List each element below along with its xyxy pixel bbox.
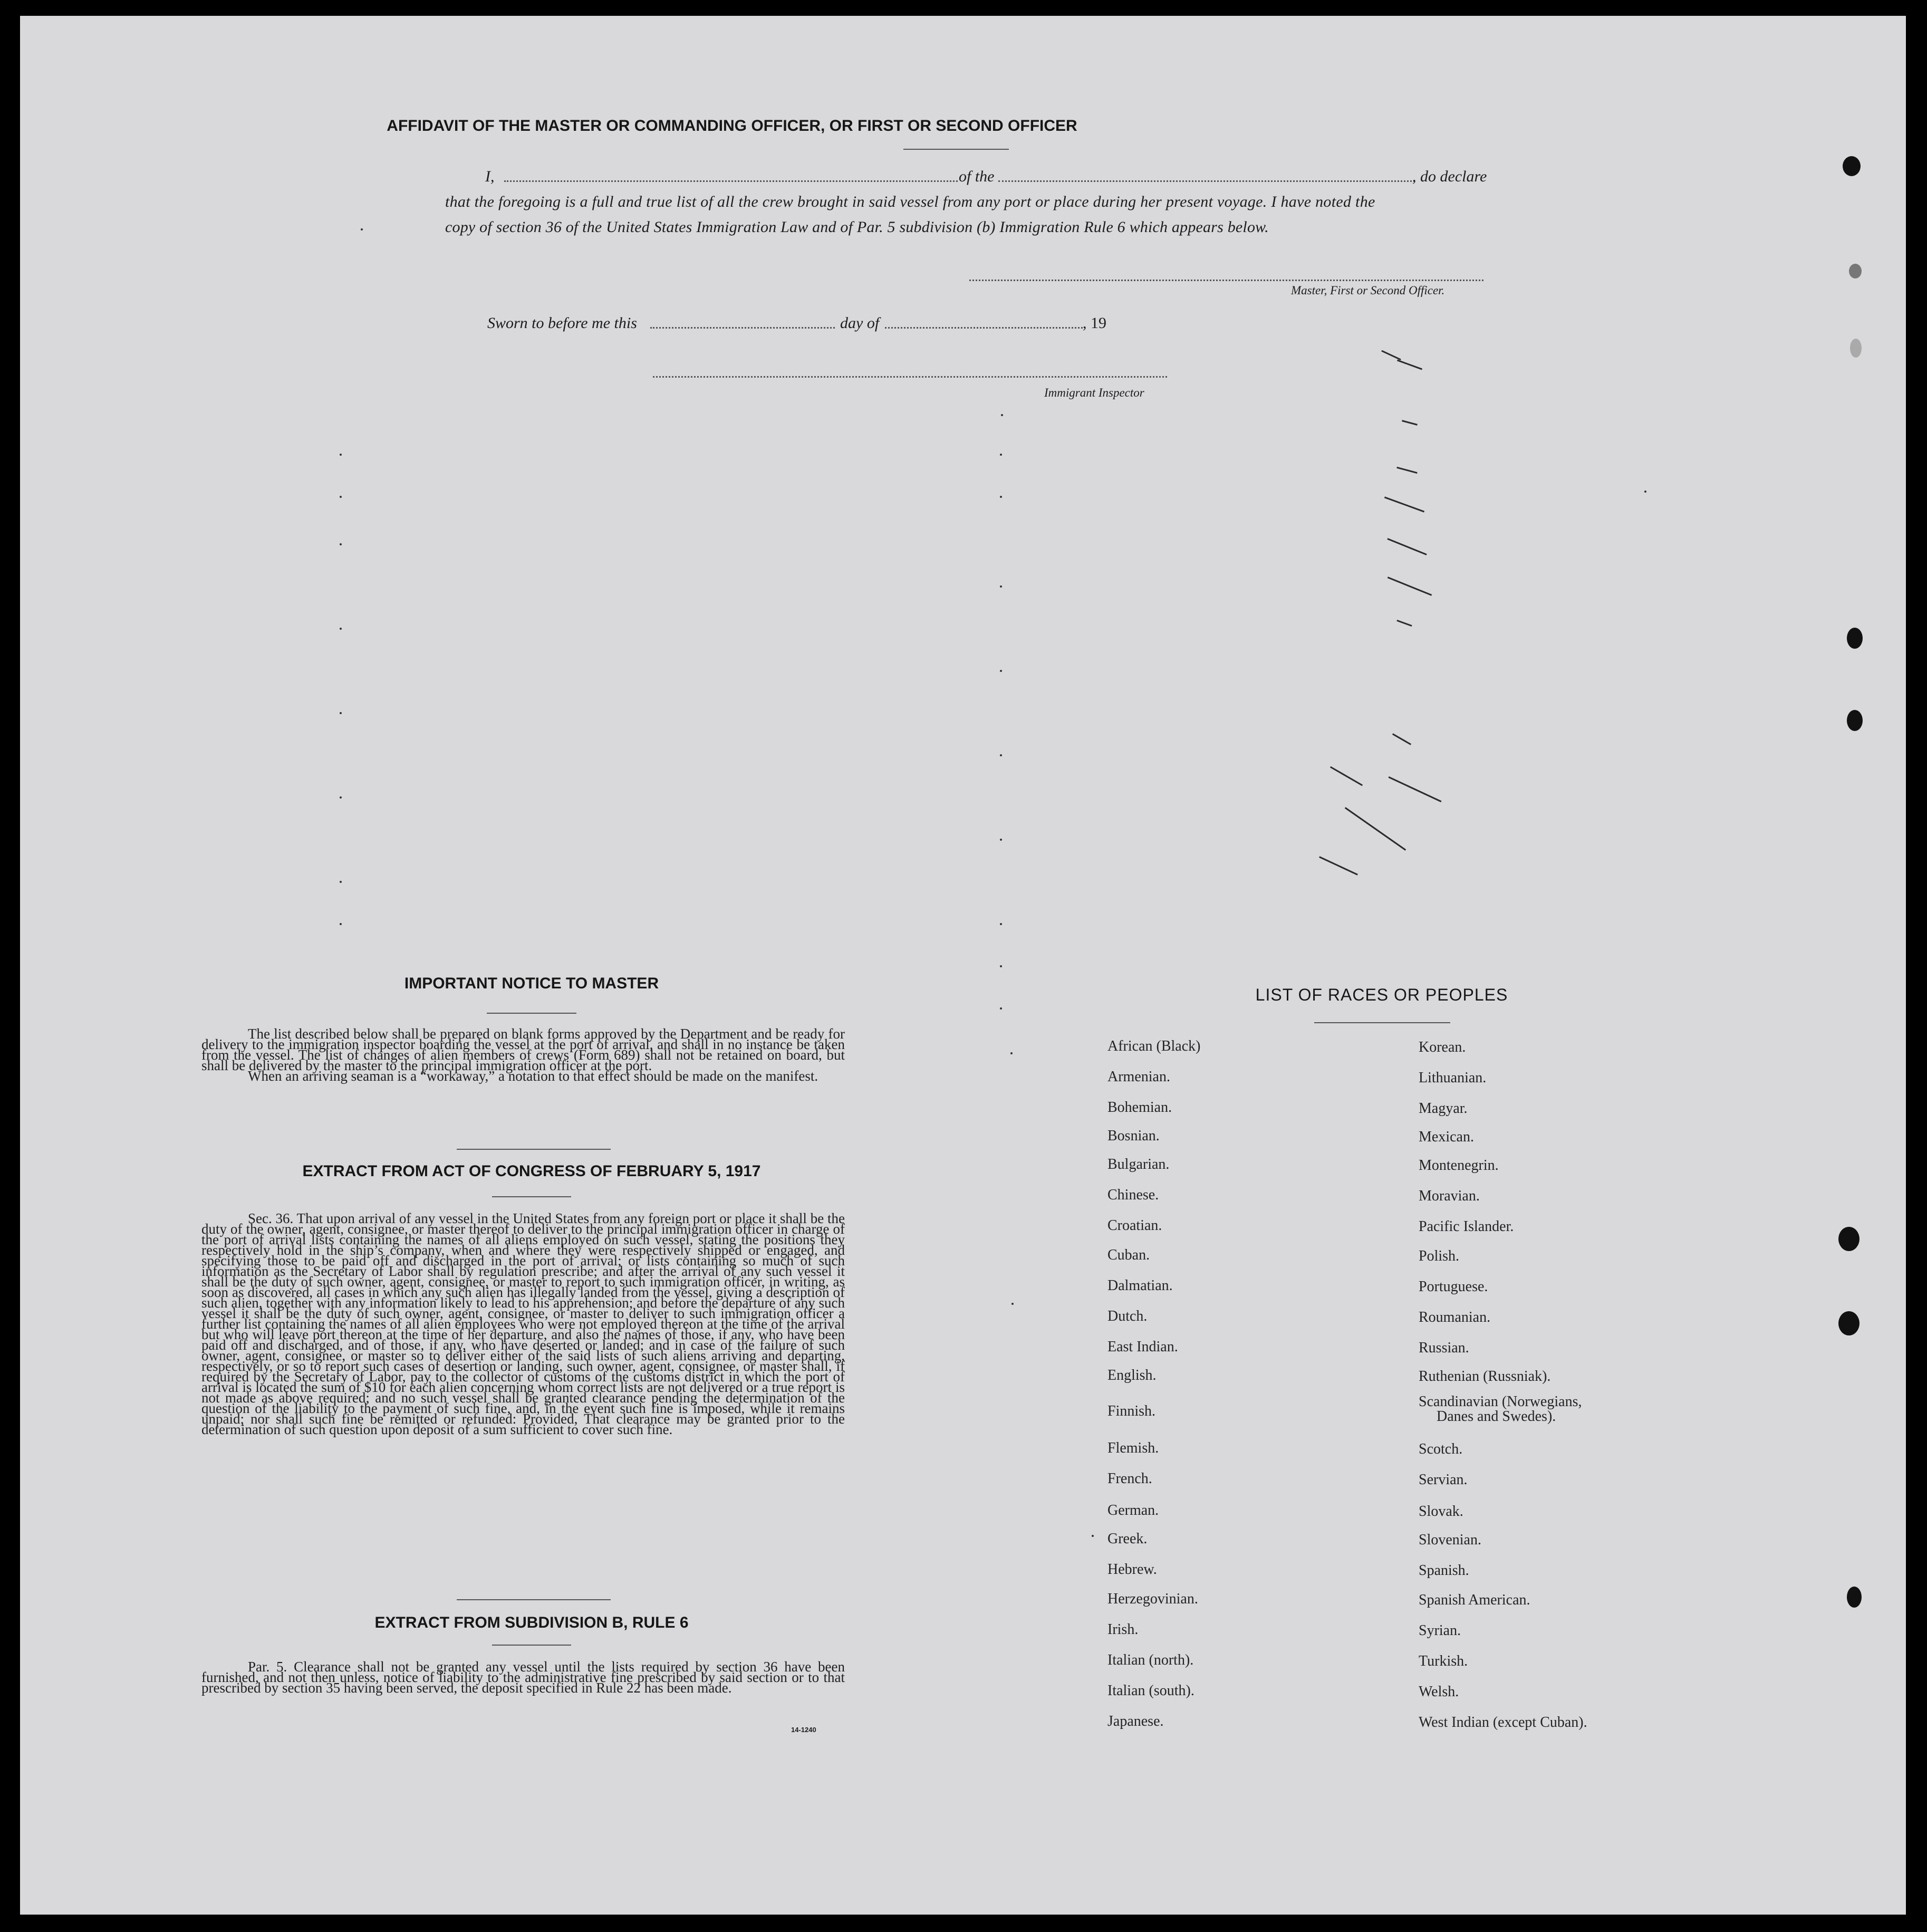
- sworn-day-field[interactable]: [650, 327, 835, 329]
- inspector-signature-field[interactable]: [653, 376, 1167, 378]
- notice-title: IMPORTANT NOTICE TO MASTER: [404, 975, 659, 992]
- dot: [340, 923, 342, 925]
- dot: [1011, 1303, 1014, 1305]
- race-item: Magyar.: [1419, 1100, 1468, 1117]
- race-item: Slovenian.: [1419, 1532, 1481, 1548]
- race-item: Flemish.: [1107, 1440, 1159, 1456]
- pen-mark: [1381, 350, 1401, 361]
- races-title: LIST OF RACES OR PEOPLES: [1255, 985, 1508, 1004]
- pen-mark: [1330, 766, 1363, 786]
- dot: [1000, 839, 1002, 841]
- dot: [340, 496, 342, 498]
- rule-title: EXTRACT FROM SUBDIVISION B, RULE 6: [374, 1614, 689, 1631]
- affidavit-declare-label: , do declare: [1412, 168, 1487, 185]
- pen-mark: [1388, 576, 1432, 595]
- pen-mark: [1396, 620, 1412, 627]
- race-item: Bohemian.: [1107, 1099, 1172, 1116]
- pen-mark: [1402, 420, 1418, 426]
- section-divider: [457, 1599, 611, 1600]
- pen-mark: [1389, 776, 1442, 802]
- dot: [340, 712, 342, 714]
- race-item: Armenian.: [1107, 1069, 1170, 1085]
- pen-mark: [1396, 467, 1417, 474]
- binder-hole: [1847, 710, 1863, 731]
- pen-mark: [1387, 538, 1427, 555]
- race-item: Montenegrin.: [1419, 1157, 1499, 1174]
- act-title: EXTRACT FROM ACT OF CONGRESS OF FEBRUARY 5, 1917: [302, 1162, 761, 1180]
- dot: [1000, 754, 1002, 756]
- act-section-36-text: Sec. 36. That upon arrival of any vessel in the United States from any foreign port or place it shall be the duty of the owner, agent, consignee, or master thereof to deliver to the principal immigration officer in charge of the port of arrival lists containing the names of all aliens employed on such vessel, stating the positions they respectively hold in the ship’s company, when and where they were respectively shipped or engaged, and specifying those to be paid off and discharged in the port of arrival; or lists containing so much of such information as the Secretary of Labor shall by regulation prescribe; and after the arrival of any such vessel it shall be the duty of such owner, agent, consignee, or master to report to such immigration officer, in writing, as soon as discovered, all cases in which any such alien has illegally landed from the vessel, giving a description of such alien, together with any information likely to lead to his apprehension; and before the departure of any such vessel it shall be the duty of such owner, agent, consignee, or master to deliver to such immigration officer a further list containing the names of all alien employees who were not employed thereon at the time of the arrival but who will leave port thereon at the time of her departure, and also the names of those, if any, who have been paid off and discharged, and of those, if any, who have deserted or landed; and in case of the failure of such owner, agent, consignee, or master so to deliver either of the said lists of such aliens arriving and departing, respectively, or so to report such cases of desertion or landing, such owner, agent, consignee, or master shall, if required by the Secretary of Labor, pay to the collector of customs of the customs district in which the port of arrival is located the sum of $10 for each alien concerning whom correct lists are not delivered or a true report is not made as above required; and no such vessel shall be granted clearance pending the determination of the question of the liability to the payment of such fine, and, in the event such fine is imposed, while it remains unpaid; nor shall such fine be remitted or refunded: Provided, That clearance may be granted prior to the determination of such question upon deposit of a sum sufficient to cover such fine.: [201, 1210, 845, 1437]
- race-item: Roumanian.: [1419, 1309, 1491, 1325]
- race-item: Japanese.: [1107, 1713, 1164, 1729]
- dot: [1092, 1535, 1094, 1537]
- dot: [361, 228, 363, 230]
- race-item: Chinese.: [1107, 1187, 1159, 1203]
- race-item: Italian (north).: [1107, 1652, 1194, 1668]
- race-item: German.: [1107, 1502, 1159, 1518]
- sworn-label: Sworn to before me this: [487, 314, 637, 332]
- affidavit-of-the-label: of the: [959, 168, 995, 185]
- dot: [1000, 496, 1002, 498]
- binder-hole: [1838, 1311, 1859, 1335]
- race-item: Greek.: [1107, 1531, 1148, 1547]
- affidavit-text-line-2: that the foregoing is a full and true list of all the crew brought in said vessel from any port or place during her present voyage. I have noted the: [445, 193, 1375, 210]
- rule-body: [201, 1659, 845, 1696]
- year-label: , 19: [1083, 314, 1106, 332]
- dot: [340, 796, 342, 799]
- race-item: Cuban.: [1107, 1247, 1150, 1263]
- affidavit-title: AFFIDAVIT OF THE MASTER OR COMMANDING OFFICER, OR FIRST OR SECOND OFFICER: [387, 117, 1077, 134]
- race-item: English.: [1107, 1367, 1157, 1383]
- rule-paragraph: Par. 5. Clearance shall not be granted any vessel until the lists required by section 36 have been furnished, and not then unless, notice of liability to the administrative fine prescribed by said section or to that prescribed by section 35 having been served, the deposit specified in Rule 22 has been made.: [201, 1659, 845, 1696]
- sworn-month-field[interactable]: [885, 327, 1083, 329]
- master-name-field[interactable]: [504, 180, 958, 182]
- race-item: Pacific Islander.: [1419, 1218, 1514, 1235]
- master-signature-field[interactable]: [969, 280, 1483, 281]
- race-item: East Indian.: [1107, 1339, 1178, 1355]
- race-item: African (Black): [1107, 1038, 1201, 1054]
- race-item: Slovak.: [1419, 1503, 1463, 1520]
- race-item: Ruthenian (Russniak).: [1419, 1368, 1551, 1385]
- race-item: Korean.: [1419, 1039, 1466, 1055]
- form-number: 14-1240: [791, 1726, 816, 1734]
- race-item: Scotch.: [1419, 1441, 1463, 1457]
- race-item: Bosnian.: [1107, 1128, 1160, 1144]
- pen-mark: [1397, 360, 1422, 370]
- binder-hole: [1850, 339, 1862, 358]
- race-item: Bulgarian.: [1107, 1156, 1170, 1172]
- race-item: West Indian (except Cuban).: [1419, 1714, 1587, 1731]
- dot: [340, 454, 342, 456]
- race-item: French.: [1107, 1470, 1152, 1487]
- act-divider: [492, 1196, 571, 1197]
- day-of-label: day of: [840, 314, 880, 332]
- race-item: Croatian.: [1107, 1217, 1162, 1234]
- race-item: Italian (south).: [1107, 1683, 1194, 1699]
- dot: [1000, 1007, 1002, 1010]
- vessel-name-field[interactable]: [998, 180, 1415, 182]
- race-item: Portuguese.: [1419, 1279, 1488, 1295]
- title-divider: [903, 149, 1009, 150]
- race-item: Lithuanian.: [1419, 1070, 1487, 1086]
- race-item: Servian.: [1419, 1472, 1468, 1488]
- dot: [1000, 670, 1002, 672]
- race-item: Dalmatian.: [1107, 1277, 1173, 1294]
- dot: [340, 881, 342, 883]
- binder-hole: [1847, 1587, 1862, 1608]
- dot: [1001, 414, 1003, 416]
- affidavit-i-label: I,: [485, 168, 495, 185]
- race-item: Turkish.: [1419, 1653, 1468, 1669]
- dot: [1000, 923, 1002, 925]
- race-item: Dutch.: [1107, 1308, 1148, 1324]
- race-item: Scandinavian (Norwegians,: [1419, 1393, 1582, 1410]
- dot: [1000, 454, 1002, 456]
- race-item: Polish.: [1419, 1248, 1460, 1264]
- race-item: Herzegovinian.: [1107, 1591, 1198, 1607]
- notice-divider: [487, 1013, 576, 1014]
- race-item: Irish.: [1107, 1621, 1139, 1638]
- notice-body: [201, 1026, 845, 1084]
- races-divider: [1314, 1022, 1450, 1023]
- act-body: [201, 1210, 845, 1437]
- pen-mark: [1392, 733, 1411, 745]
- race-item: Danes and Swedes).: [1437, 1408, 1556, 1425]
- rule-divider: [492, 1645, 571, 1646]
- pen-mark: [1319, 856, 1358, 876]
- affidavit-text-line-3: copy of section 36 of the United States Immigration Law and of Par. 5 subdivision (b) Immigration Rule 6 which appears below.: [445, 218, 1269, 236]
- binder-hole: [1849, 264, 1862, 278]
- race-item: Moravian.: [1419, 1188, 1480, 1204]
- notice-paragraph-1: The list described below shall be prepared on blank forms approved by the Department and be ready for delivery to the immigration inspector boarding the vessel at the port of arrival, and shall in no instance be taken from the vessel. The list of changes of alien members of crews (Form 689) shall not be retained on board, but shall be delivered by the master to the principal immigration officer at the port.: [201, 1026, 845, 1073]
- dot: [340, 543, 342, 545]
- pen-mark: [1384, 496, 1424, 512]
- section-divider: [457, 1149, 611, 1150]
- race-item: Russian.: [1419, 1340, 1469, 1356]
- dot: [1644, 491, 1646, 493]
- dot: [340, 628, 342, 630]
- dot: [1000, 965, 1002, 967]
- binder-hole: [1847, 628, 1863, 649]
- race-item: Syrian.: [1419, 1622, 1461, 1639]
- manifest-back-page: [20, 16, 1906, 1915]
- binder-hole: [1838, 1227, 1859, 1251]
- race-item: Mexican.: [1419, 1129, 1474, 1145]
- dot: [1000, 585, 1002, 588]
- race-item: Hebrew.: [1107, 1561, 1157, 1578]
- dot: [1010, 1052, 1013, 1054]
- race-item: Welsh.: [1419, 1684, 1459, 1700]
- master-signature-label: Master, First or Second Officer.: [1291, 284, 1445, 297]
- inspector-label: Immigrant Inspector: [1044, 386, 1144, 399]
- race-item: Spanish American.: [1419, 1592, 1530, 1608]
- binder-hole: [1843, 156, 1861, 176]
- pen-mark: [1345, 807, 1406, 851]
- race-item: Spanish.: [1419, 1562, 1469, 1579]
- notice-paragraph-2: When an arriving seaman is a “workaway,” a notation to that effect should be made on the manifest.: [248, 1068, 818, 1084]
- race-item: Finnish.: [1107, 1403, 1156, 1419]
